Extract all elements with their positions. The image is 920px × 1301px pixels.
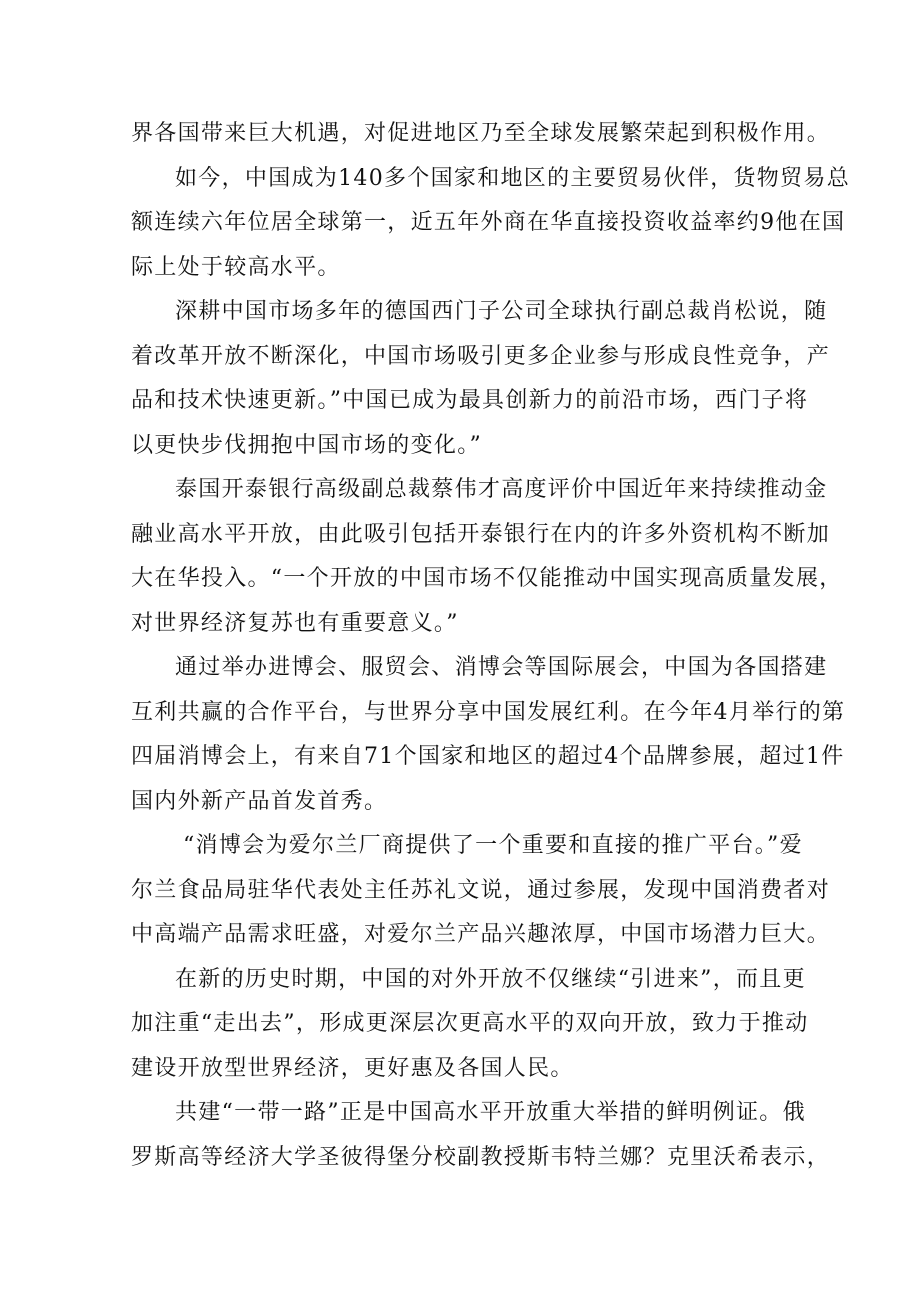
- text-line: 着改革开放不断深化，中国市场吸引更多企业参与形成良性竞争，产: [131, 343, 831, 369]
- text-line: 罗斯高等经济大学圣彼得堡分校副教授斯韦特兰娜？克里沃希表示，: [131, 1144, 831, 1170]
- text-line: 际上处于较高水平。: [131, 254, 341, 280]
- text-line: 品和技术快速更新。”中国已成为最具创新力的前沿市场，西门子将: [131, 388, 809, 413]
- text-line: 泰国开泰银行高级副总裁蔡伟才高度评价中国近年来持续推动金: [175, 477, 828, 502]
- text-line: 如今，中国成为140多个国家和地区的主要贸易伙伴，货物贸易总: [175, 165, 850, 191]
- text-line: 对世界经济复苏也有重要意义。”: [131, 610, 459, 636]
- paragraph-1: [131, 112, 831, 157]
- text-line: 共建“一带一路”正是中国高水平开放重大举措的鲜明例证。俄: [175, 1100, 806, 1125]
- text-line: 四届消博会上，有来自71个国家和地区的超过4个品牌参展，超过1件: [131, 744, 845, 769]
- text-line: 尔兰食品局驻华代表处主任苏礼文说，通过参展，发现中国消费者对: [131, 877, 831, 903]
- text-line: 深耕中国市场多年的德国西门子公司全球执行副总裁肖松说，随: [175, 299, 828, 324]
- text-line: “消博会为爱尔兰厂商提供了一个重要和直接的推广平台。”爱: [183, 833, 803, 858]
- paragraph-3: [131, 290, 831, 468]
- text-line: 加注重“走出去”，形成更深层次更高水平的双向开放，致力于推动: [131, 1011, 809, 1036]
- text-line: 国内外新产品首发首秀。: [131, 788, 388, 814]
- paragraph-2: [131, 157, 850, 291]
- paragraph-8: [131, 1091, 831, 1180]
- text-line: 中高端产品需求旺盛，对爱尔兰产品兴趣浓厚，中国市场潜力巨大。: [131, 922, 831, 947]
- text-line: 建设开放型世界经济，更好惠及各国人民。: [131, 1055, 574, 1081]
- text-line: 互利共赢的合作平台，与世界分享中国发展红利。在今年4月举行的第: [131, 699, 846, 725]
- paragraph-4: [131, 468, 843, 646]
- text-line: 额连续六年位居全球第一，近五年外商在华直接投资收益率约9他在国: [131, 210, 846, 235]
- text-line: 通过举办进博会、服贸会、消博会等国际展会，中国为各国搭建: [175, 655, 828, 680]
- paragraph-5: [131, 646, 846, 824]
- text-line: 以更快步伐拥抱中国市场的变化。”: [131, 432, 483, 458]
- text-line: 在新的历史时期，中国的对外开放不仅继续“引进来”，而且更: [175, 966, 806, 992]
- paragraph-7: [131, 958, 809, 1092]
- paragraph-6: [131, 824, 831, 958]
- text-line: 融业高水平开放，由此吸引包括开泰银行在内的许多外资机构不断加: [131, 521, 831, 547]
- article-body: [131, 112, 850, 1180]
- text-line: 大在华投入。“一个开放的中国市场不仅能推动中国实现高质量发展，: [131, 566, 843, 591]
- text-line: 界各国带来巨大机遇，对促进地区乃至全球发展繁荣起到积极作用。: [131, 121, 831, 146]
